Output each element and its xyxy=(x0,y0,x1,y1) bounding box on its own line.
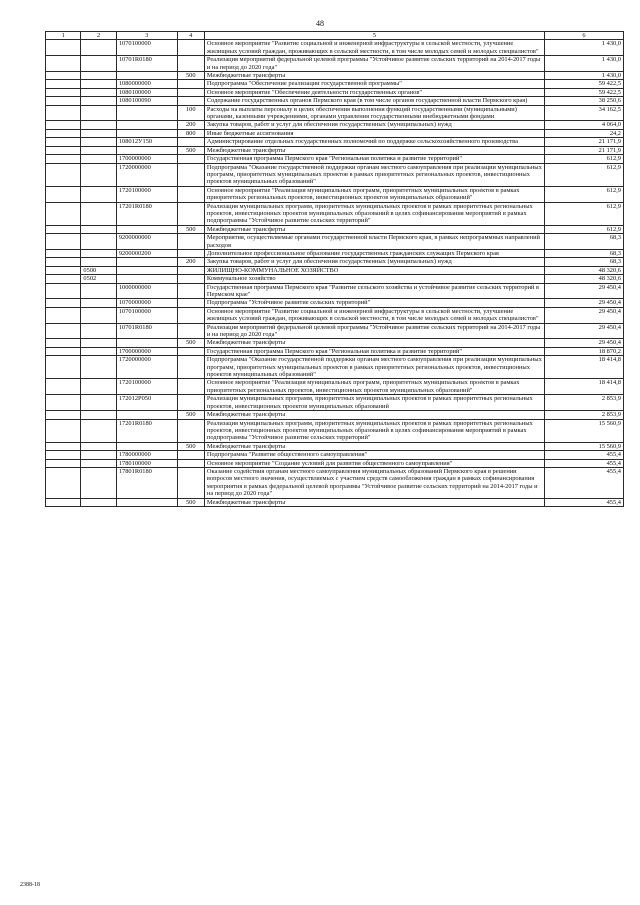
section-cell xyxy=(46,258,81,266)
table-row xyxy=(46,249,624,257)
subsection-cell xyxy=(81,80,116,88)
amount-cell: 18 414,8 xyxy=(545,356,624,379)
expense-type-cell xyxy=(177,395,204,411)
amount-cell: 29 450,4 xyxy=(545,299,624,307)
target-article-cell xyxy=(116,275,177,283)
expense-type-cell: 500 xyxy=(177,442,204,450)
table-row xyxy=(46,299,624,307)
section-cell xyxy=(46,395,81,411)
description-cell: Основное мероприятие "Реализация муниципальных программ, приоритетных муниципальных проектов в рамках приоритетных региональных проектов, инвестиционных проектов муниципальных образований" xyxy=(204,379,544,395)
target-article-cell xyxy=(116,72,177,80)
table-row xyxy=(46,498,624,506)
subsection-cell xyxy=(81,72,116,80)
subsection-cell xyxy=(81,163,116,186)
description-cell: Подпрограмма "Устойчивое развитие сельских территорий" xyxy=(204,299,544,307)
amount-cell: 59 422,5 xyxy=(545,88,624,96)
section-cell xyxy=(46,307,81,323)
expense-type-cell: 500 xyxy=(177,411,204,419)
section-cell xyxy=(46,323,81,339)
description-cell: Подпрограмма "Оказание государственной поддержки органам местного самоуправления при реализации муниципальных программ, приоритетных муниципальных проектов в рамках приоритетных региональных проектов, инвестиционных проектов муниципальных образований" xyxy=(204,163,544,186)
table-row xyxy=(46,72,624,80)
section-cell xyxy=(46,129,81,137)
header-col-5: 5 xyxy=(204,32,544,40)
subsection-cell xyxy=(81,258,116,266)
expense-type-cell xyxy=(177,56,204,72)
amount-cell: 18 414,8 xyxy=(545,379,624,395)
expense-type-cell: 200 xyxy=(177,121,204,129)
description-cell: Закупка товаров, работ и услуг для обеспечения государственных (муниципальных) нужд xyxy=(204,121,544,129)
target-article-cell: 1720100000 xyxy=(116,186,177,202)
expense-type-cell xyxy=(177,138,204,146)
section-cell xyxy=(46,202,81,225)
target-article-cell: 1780100000 xyxy=(116,459,177,467)
target-article-cell: 1720000000 xyxy=(116,163,177,186)
subsection-cell xyxy=(81,56,116,72)
table-row xyxy=(46,419,624,442)
target-article-cell: 1720000000 xyxy=(116,356,177,379)
section-cell xyxy=(46,40,81,56)
header-col-6: 6 xyxy=(545,32,624,40)
table-row xyxy=(46,275,624,283)
description-cell: Подпрограмма "Обеспечение реализации государственной программы" xyxy=(204,80,544,88)
expense-type-cell xyxy=(177,155,204,163)
amount-cell: 4 064,0 xyxy=(545,121,624,129)
section-cell xyxy=(46,72,81,80)
expense-type-cell xyxy=(177,347,204,355)
section-cell xyxy=(46,249,81,257)
description-cell: Межбюджетные трансферты xyxy=(204,146,544,154)
subsection-cell xyxy=(81,299,116,307)
section-cell xyxy=(46,105,81,121)
subsection-cell xyxy=(81,202,116,225)
expense-type-cell xyxy=(177,186,204,202)
target-article-cell: 1000000000 xyxy=(116,283,177,299)
header-col-1: 1 xyxy=(46,32,81,40)
description-cell: Основное мероприятие "Реализация муниципальных программ, приоритетных муниципальных проектов в рамках приоритетных региональных проектов, инвестиционных проектов муниципальных образований" xyxy=(204,186,544,202)
expense-type-cell: 500 xyxy=(177,72,204,80)
amount-cell: 2 853,9 xyxy=(545,411,624,419)
expense-type-cell xyxy=(177,307,204,323)
section-cell xyxy=(46,467,81,498)
table-row xyxy=(46,225,624,233)
expense-type-cell xyxy=(177,459,204,467)
amount-cell: 68,3 xyxy=(545,258,624,266)
table-row xyxy=(46,307,624,323)
description-cell: Межбюджетные трансферты xyxy=(204,225,544,233)
description-cell: Межбюджетные трансферты xyxy=(204,339,544,347)
amount-cell: 612,9 xyxy=(545,155,624,163)
section-cell xyxy=(46,163,81,186)
expense-type-cell xyxy=(177,379,204,395)
section-cell xyxy=(46,299,81,307)
target-article-cell xyxy=(116,339,177,347)
expense-type-cell xyxy=(177,356,204,379)
description-cell: Межбюджетные трансферты xyxy=(204,442,544,450)
table-row xyxy=(46,129,624,137)
expense-type-cell xyxy=(177,451,204,459)
subsection-cell xyxy=(81,225,116,233)
target-article-cell: 17201R0180 xyxy=(116,202,177,225)
expense-type-cell xyxy=(177,163,204,186)
amount-cell: 29 450,4 xyxy=(545,307,624,323)
amount-cell: 455,4 xyxy=(545,451,624,459)
section-cell xyxy=(46,138,81,146)
expense-type-cell xyxy=(177,266,204,274)
amount-cell: 1 430,0 xyxy=(545,56,624,72)
subsection-cell: 0502 xyxy=(81,275,116,283)
table-row xyxy=(46,88,624,96)
expense-type-cell xyxy=(177,80,204,88)
table-row xyxy=(46,266,624,274)
target-article-cell: 1080100000 xyxy=(116,88,177,96)
section-cell xyxy=(46,339,81,347)
subsection-cell xyxy=(81,121,116,129)
description-cell: Содержание государственных органов Пермского края (в том числе органов государственной власти Пермского края) xyxy=(204,97,544,105)
target-article-cell: 1070000000 xyxy=(116,299,177,307)
section-cell xyxy=(46,146,81,154)
table-row xyxy=(46,356,624,379)
target-article-cell: 1780000000 xyxy=(116,451,177,459)
amount-cell: 1 430,0 xyxy=(545,40,624,56)
description-cell: Реализация муниципальных программ, приоритетных муниципальных проектов в рамках приоритетных региональных проектов, инвестиционных проектов муниципальных образований в целях софинансирования мероприятий в рамках подпрограммы "Устойчивое развитие сельских территорий" xyxy=(204,419,544,442)
subsection-cell xyxy=(81,467,116,498)
description-cell: Подпрограмма "Развитие общественного самоуправления" xyxy=(204,451,544,459)
target-article-cell xyxy=(116,498,177,506)
description-cell: Дополнительное профессиональное образование государственных гражданских служащих Пермского края xyxy=(204,249,544,257)
table-row xyxy=(46,395,624,411)
target-article-cell: 172012P050 xyxy=(116,395,177,411)
section-cell xyxy=(46,451,81,459)
table-row xyxy=(46,121,624,129)
subsection-cell xyxy=(81,498,116,506)
subsection-cell xyxy=(81,419,116,442)
table-row xyxy=(46,411,624,419)
description-cell: Межбюджетные трансферты xyxy=(204,411,544,419)
subsection-cell xyxy=(81,129,116,137)
subsection-cell xyxy=(81,356,116,379)
expense-type-cell xyxy=(177,323,204,339)
description-cell: Государственная программа Пермского края "Развитие сельского хозяйства и устойчивое развитие сельских территорий в Пермском крае" xyxy=(204,283,544,299)
subsection-cell xyxy=(81,105,116,121)
section-cell xyxy=(46,80,81,88)
subsection-cell xyxy=(81,395,116,411)
amount-cell: 15 560,9 xyxy=(545,419,624,442)
description-cell: Государственная программа Пермского края "Региональная политика и развитие территорий" xyxy=(204,347,544,355)
target-article-cell: 9200000200 xyxy=(116,249,177,257)
target-article-cell: 1700000000 xyxy=(116,155,177,163)
section-cell xyxy=(46,155,81,163)
table-row xyxy=(46,467,624,498)
description-cell: Подпрограмма "Оказание государственной поддержки органам местного самоуправления при реализации муниципальных программ, приоритетных муниципальных проектов в рамках приоритетных региональных проектов, инвестиционных проектов муниципальных образований" xyxy=(204,356,544,379)
expense-type-cell xyxy=(177,299,204,307)
section-cell xyxy=(46,411,81,419)
section-cell xyxy=(46,498,81,506)
header-col-2: 2 xyxy=(81,32,116,40)
target-article-cell xyxy=(116,225,177,233)
amount-cell: 15 560,9 xyxy=(545,442,624,450)
subsection-cell xyxy=(81,283,116,299)
table-row xyxy=(46,155,624,163)
expense-type-cell: 200 xyxy=(177,258,204,266)
subsection-cell xyxy=(81,40,116,56)
description-cell: Коммунальное хозяйство xyxy=(204,275,544,283)
amount-cell: 29 450,4 xyxy=(545,323,624,339)
amount-cell: 68,3 xyxy=(545,249,624,257)
description-cell: Оказание содействия органам местного самоуправления муниципальных образований Пермского края в решении вопросов местного значения, осуществляемых с участием средств самообложения граждан в рамках софинансирования мероприятия в рамках федеральной целевой программы "Устойчивое развитие сельских территорий на 2014-2017 годы и на период до 2020 года" xyxy=(204,467,544,498)
description-cell: Государственная программа Пермского края "Региональная политика и развитие территорий" xyxy=(204,155,544,163)
amount-cell: 21 171,9 xyxy=(545,146,624,154)
amount-cell: 612,9 xyxy=(545,202,624,225)
table-row xyxy=(46,56,624,72)
target-article-cell xyxy=(116,146,177,154)
amount-cell: 2 853,9 xyxy=(545,395,624,411)
section-cell xyxy=(46,419,81,442)
section-cell xyxy=(46,186,81,202)
table-row xyxy=(46,339,624,347)
subsection-cell xyxy=(81,138,116,146)
section-cell xyxy=(46,379,81,395)
subsection-cell xyxy=(81,97,116,105)
table-row xyxy=(46,451,624,459)
section-cell xyxy=(46,225,81,233)
description-cell: Мероприятия, осуществляемые органами государственной власти Пермского края, в рамках непрограммных направлений расходов xyxy=(204,234,544,250)
target-article-cell: 1070100000 xyxy=(116,307,177,323)
table-row xyxy=(46,40,624,56)
table-row xyxy=(46,105,624,121)
expense-type-cell xyxy=(177,40,204,56)
section-cell xyxy=(46,56,81,72)
amount-cell: 612,9 xyxy=(545,186,624,202)
amount-cell: 29 450,4 xyxy=(545,339,624,347)
subsection-cell: 0500 xyxy=(81,266,116,274)
subsection-cell xyxy=(81,347,116,355)
target-article-cell: 1080000000 xyxy=(116,80,177,88)
description-cell: Закупка товаров, работ и услуг для обеспечения государственных (муниципальных) нужд xyxy=(204,258,544,266)
amount-cell: 59 422,5 xyxy=(545,80,624,88)
section-cell xyxy=(46,356,81,379)
description-cell: Реализация муниципальных программ, приоритетных муниципальных проектов в рамках приоритетных региональных проектов, инвестиционных проектов муниципальных образований в целях софинансирования мероприятий в рамках подпрограммы "Устойчивое развитие сельских территорий" xyxy=(204,202,544,225)
expense-type-cell: 800 xyxy=(177,129,204,137)
table-row xyxy=(46,283,624,299)
header-col-4: 4 xyxy=(177,32,204,40)
subsection-cell xyxy=(81,146,116,154)
target-article-cell: 1080100090 xyxy=(116,97,177,105)
expense-type-cell: 100 xyxy=(177,105,204,121)
table-row xyxy=(46,234,624,250)
expense-type-cell xyxy=(177,275,204,283)
section-cell xyxy=(46,275,81,283)
amount-cell: 68,3 xyxy=(545,234,624,250)
amount-cell: 612,9 xyxy=(545,225,624,233)
description-cell: Основное мероприятие "Развитие социальной и инженерной инфраструктуры в сельской местности, улучшение жилищных условий граждан, проживающих в сельской местности, в том числе молодых семей и молодых специалистов" xyxy=(204,40,544,56)
amount-cell: 48 320,6 xyxy=(545,275,624,283)
target-article-cell xyxy=(116,129,177,137)
subsection-cell xyxy=(81,88,116,96)
expense-type-cell xyxy=(177,202,204,225)
section-cell xyxy=(46,442,81,450)
subsection-cell xyxy=(81,234,116,250)
subsection-cell xyxy=(81,451,116,459)
expense-type-cell: 500 xyxy=(177,498,204,506)
description-cell: ЖИЛИЩНО-КОММУНАЛЬНОЕ ХОЗЯЙСТВО xyxy=(204,266,544,274)
table-row xyxy=(46,186,624,202)
description-cell: Основное мероприятие "Развитие социальной и инженерной инфраструктуры в сельской местности, улучшение жилищных условий граждан, проживающих в сельской местности, в том числе молодых семей и молодых специалистов" xyxy=(204,307,544,323)
target-article-cell: 1070100000 xyxy=(116,40,177,56)
description-cell: Основное мероприятие "Обеспечение деятельности государственных органов" xyxy=(204,88,544,96)
description-cell: Администрирование отдельных государственных полномочий по поддержке сельскохозяйственного производства xyxy=(204,138,544,146)
subsection-cell xyxy=(81,379,116,395)
expense-type-cell xyxy=(177,283,204,299)
subsection-cell xyxy=(81,186,116,202)
subsection-cell xyxy=(81,155,116,163)
target-article-cell: 1700000000 xyxy=(116,347,177,355)
budget-table xyxy=(45,31,624,507)
subsection-cell xyxy=(81,442,116,450)
amount-cell: 24,2 xyxy=(545,129,624,137)
table-row xyxy=(46,258,624,266)
amount-cell: 38 250,6 xyxy=(545,97,624,105)
table-row xyxy=(46,379,624,395)
section-cell xyxy=(46,88,81,96)
section-cell xyxy=(46,347,81,355)
subsection-cell xyxy=(81,411,116,419)
header-col-3: 3 xyxy=(116,32,177,40)
section-cell xyxy=(46,234,81,250)
section-cell xyxy=(46,283,81,299)
amount-cell: 455,4 xyxy=(545,467,624,498)
target-article-cell xyxy=(116,105,177,121)
amount-cell: 34 162,5 xyxy=(545,105,624,121)
page-number: 48 xyxy=(316,19,324,28)
expense-type-cell: 500 xyxy=(177,225,204,233)
expense-type-cell xyxy=(177,249,204,257)
description-cell: Межбюджетные трансферты xyxy=(204,498,544,506)
amount-cell: 48 320,6 xyxy=(545,266,624,274)
expense-type-cell xyxy=(177,234,204,250)
subsection-cell xyxy=(81,339,116,347)
table-row xyxy=(46,323,624,339)
target-article-cell: 17801R0180 xyxy=(116,467,177,498)
target-article-cell: 17201R0180 xyxy=(116,419,177,442)
amount-cell: 18 870,2 xyxy=(545,347,624,355)
amount-cell: 455,4 xyxy=(545,459,624,467)
description-cell: Расходы на выплаты персоналу в целях обеспечения выполнения функций государственными (муниципальными) органами, казенными учреждениями, органами управления государственными внебюджетными фондами xyxy=(204,105,544,121)
expense-type-cell xyxy=(177,88,204,96)
section-cell xyxy=(46,97,81,105)
target-article-cell: 9200000000 xyxy=(116,234,177,250)
section-cell xyxy=(46,121,81,129)
target-article-cell xyxy=(116,258,177,266)
expense-type-cell: 500 xyxy=(177,339,204,347)
target-article-cell xyxy=(116,266,177,274)
description-cell: Реализация мероприятий федеральной целевой программы "Устойчивое развитие сельских территорий на 2014-2017 годы и на период до 2020 года" xyxy=(204,56,544,72)
target-article-cell: 1720100000 xyxy=(116,379,177,395)
table-row xyxy=(46,97,624,105)
amount-cell: 29 450,4 xyxy=(545,283,624,299)
section-cell xyxy=(46,459,81,467)
expense-type-cell xyxy=(177,419,204,442)
table-row xyxy=(46,163,624,186)
table-row xyxy=(46,202,624,225)
table-row xyxy=(46,138,624,146)
amount-cell: 612,9 xyxy=(545,163,624,186)
subsection-cell xyxy=(81,249,116,257)
table-header-row xyxy=(46,32,624,40)
target-article-cell xyxy=(116,442,177,450)
expense-type-cell: 500 xyxy=(177,146,204,154)
amount-cell: 455,4 xyxy=(545,498,624,506)
table-row xyxy=(46,442,624,450)
footer-code: 2388-18 xyxy=(20,882,40,888)
table-row xyxy=(46,459,624,467)
amount-cell: 21 171,9 xyxy=(545,138,624,146)
amount-cell: 1 430,0 xyxy=(545,72,624,80)
target-article-cell xyxy=(116,121,177,129)
target-article-cell: 108012У150 xyxy=(116,138,177,146)
target-article-cell xyxy=(116,411,177,419)
description-cell: Реализация мероприятий федеральной целевой программы "Устойчивое развитие сельских территорий на 2014-2017 годы и на период до 2020 года" xyxy=(204,323,544,339)
description-cell: Реализация муниципальных программ, приоритетных муниципальных проектов в рамках приоритетных региональных проектов, инвестиционных проектов муниципальных образований xyxy=(204,395,544,411)
subsection-cell xyxy=(81,459,116,467)
expense-type-cell xyxy=(177,467,204,498)
target-article-cell: 10701R0180 xyxy=(116,323,177,339)
target-article-cell: 10701R0180 xyxy=(116,56,177,72)
description-cell: Основное мероприятие "Создание условий для развития общественного самоуправления" xyxy=(204,459,544,467)
section-cell xyxy=(46,266,81,274)
description-cell: Иные бюджетные ассигнования xyxy=(204,129,544,137)
expense-type-cell xyxy=(177,97,204,105)
subsection-cell xyxy=(81,323,116,339)
description-cell: Межбюджетные трансферты xyxy=(204,72,544,80)
table-row xyxy=(46,146,624,154)
table-row xyxy=(46,347,624,355)
subsection-cell xyxy=(81,307,116,323)
table-row xyxy=(46,80,624,88)
